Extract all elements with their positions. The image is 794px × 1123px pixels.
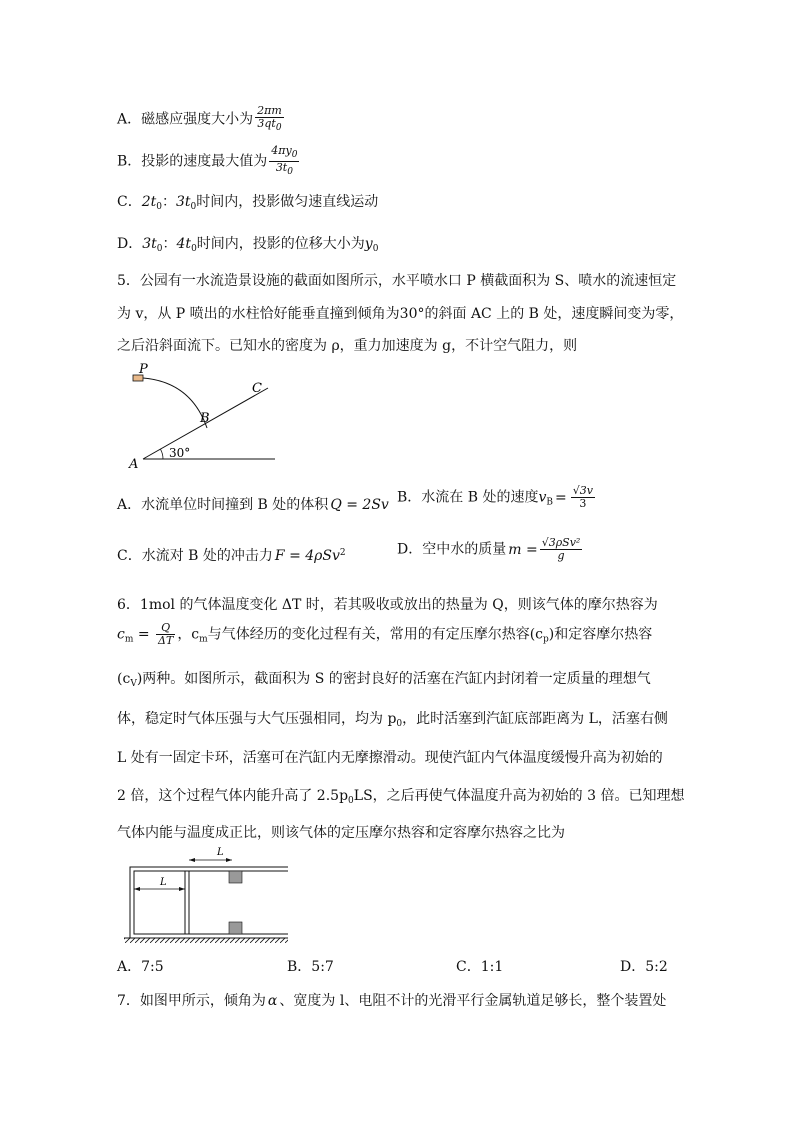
q5-label-angle: 30°	[169, 446, 191, 460]
q6-ground-hatch	[124, 938, 288, 943]
q6-piston	[185, 871, 189, 934]
q6-stem-line6: 2 倍，这个过程气体内能升高了 $2.5p_0LS$，之后再使气体温度升高为初始的 3 倍。已知理想	[117, 788, 685, 806]
q5-option-d-fraction: $\frac{\text{√3ρSv²}}{g}$	[541, 536, 581, 562]
q5-label-p: P	[139, 362, 148, 377]
q6-molar-heat-fraction: $\frac{Q}{\Delta T}$	[158, 621, 174, 647]
q4-option-b-fraction: $\frac{4\pi y_0}{3t_0}$	[271, 144, 298, 177]
q4-option-c: C．$2t_0$：$3t_0$时间内，投影做匀速直线运动	[117, 194, 379, 212]
q5-label-b: B	[200, 411, 210, 426]
q5-stem-line3: 之后沿斜面流下。已知水的密度为 ρ，重力加速度为 g，不计空气阻力，则	[117, 338, 578, 354]
q4-option-a-fraction: $\frac{2\pi m}{3qt_0}$	[257, 104, 282, 133]
q4-option-a-label: A．磁感应强度大小为	[117, 111, 254, 128]
q5-stem-line1: 5．公园有一水流造景设施的截面如图所示，水平喷水口 P 横截面积为 S、喷水的流速恒定	[117, 273, 677, 289]
q5-angle-arc	[161, 449, 163, 459]
q7-stem-line1: 7．如图甲所示，倾角为 α 、宽度为 l、电阻不计的光滑平行金属轨道足够长，整个装置处	[117, 993, 667, 1009]
q6-cylinder-figure	[120, 843, 295, 945]
q5-option-c: C．水流对 B 处的冲击力 F = 4ρSv$^2$	[117, 548, 346, 564]
q5-option-b-fraction: $\frac{√3v}{3}$	[572, 484, 593, 510]
q5-water-arc	[143, 378, 207, 428]
q6-option-c: C．1:1	[456, 959, 504, 975]
q5-option-b: B．水流在 B 处的速度$v_B$ = $\frac{√3v}{3}$	[397, 484, 593, 510]
q6-stem-line1: 6．1mol 的气体温度变化 ΔT 时，若其吸收或放出的热量为 Q，则该气体的摩尔热容为	[117, 597, 658, 613]
q4-option-b	[117, 145, 301, 178]
q6-label-l-inner: L	[160, 877, 167, 888]
q4-option-b-label: B．投影的速度最大值为	[117, 153, 268, 170]
q6-stem-line2: $c_m$ = $\frac{Q}{\Delta T}$ ，$c_m$与气体经历的变化过程有关，常用的有定压摩尔热容$(c_p)$和定容摩尔热容	[117, 621, 653, 647]
q6-stopper-bottom	[229, 922, 242, 934]
q6-option-d: D．5:2	[620, 959, 668, 975]
q4-option-d: D．$3t_0$：$4t_0$时间内，投影的位移大小为$y_0$	[117, 236, 379, 254]
q6-label-l-top: L	[217, 847, 224, 858]
q6-stem-line7: 气体内能与温度成正比，则该气体的定压摩尔热容和定容摩尔热容之比为	[117, 825, 565, 841]
q5-label-a: A	[129, 457, 139, 470]
q5-stem-line2: 为 v，从 P 喷出的水柱恰好能垂直撞到倾角为30°的斜面 AC 上的 B 处，速度瞬间变为零，	[117, 306, 684, 322]
q6-cylinder-wall	[130, 867, 288, 938]
q5-option-a: A．水流单位时间撞到 B 处的体积 Q = 2Sv	[117, 497, 389, 513]
q6-stem-line5: L 处有一固定卡环，活塞可在汽缸内无摩擦滑动。现使汽缸内气体温度缓慢升高为初始的	[117, 750, 663, 766]
q5-figure	[125, 362, 285, 470]
q5-option-d: D．空中水的质量 m = $\frac{\text{√3ρSv²}}{g}$	[397, 536, 581, 562]
q6-stem-line3: $(c_V)$两种。如图所示，截面积为 S 的密封良好的活塞在汽缸内封闭着一定质量的理想气	[117, 671, 651, 689]
q4-option-a	[117, 105, 286, 134]
q6-stem-line4: 体，稳定时气体压强与大气压强相同，均为 $p_0$，此时活塞到汽缸底部距离为 L，活塞右侧	[117, 711, 668, 729]
q6-option-b: B．5:7	[287, 959, 334, 975]
q6-stopper-top	[229, 871, 242, 883]
q6-option-a: A．7:5	[117, 959, 164, 975]
q5-label-c: C	[252, 381, 262, 396]
